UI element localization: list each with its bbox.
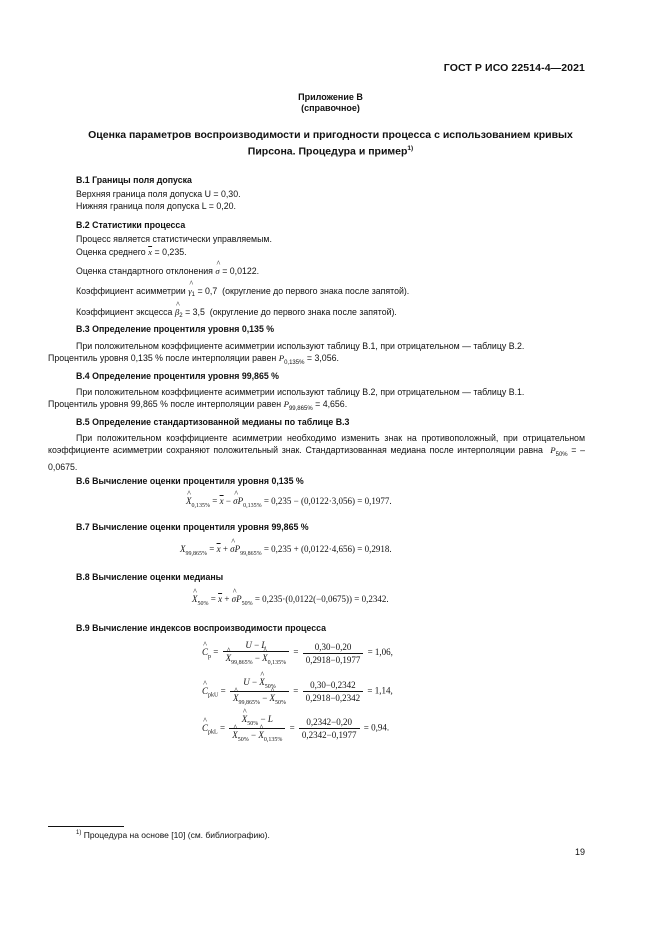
annex-title	[0, 128, 661, 159]
page-number: 19	[574, 847, 585, 857]
section-b3-para: При положительном коэффициенте асимметрии используют таблицу В.1, при отрицательном — таблицу В.2.	[76, 341, 525, 351]
mean-estimate: Оценка среднего $\overline{x} = 0,235$.	[76, 247, 187, 257]
lower-limit-text: Нижняя граница поля допуска L = 0,20.	[76, 201, 236, 211]
section-b5-heading: В.5 Определение стандартизованной медианы по таблице В.3	[76, 417, 350, 427]
section-b9-heading: В.9 Вычисление индексов воспроизводимости процесса	[76, 623, 326, 633]
formula-cpkl: ^ $C_{pkL}$ = ^ $X_{50\%} - L$ ^ $X_{50\%}$ − ^ $X_{0,135\%}$ = $\frac{0,2342-0,20}{0,2342-0,1977}$ = 0,94.	[202, 714, 389, 743]
process-stat-text: Процесс является статистически управляемым.	[76, 234, 272, 244]
formula-x50: ^ $X_{50\%} = \overline{x}$ + ^ $\sigma P_{50\%} = 0,235\cdot(0,0122(-0,0675)) = 0,2342$.	[192, 594, 389, 607]
upper-limit-text: Верхняя граница поля допуска U = 0,30.	[76, 189, 241, 199]
section-b5-para: При положительном коэффициенте асимметрии необходимо изменить знак на противоположный, при отрицательном коэффициенте асимметрии сохраняют положительный знак. Стандартизованная медиана после интерполяции равна $P_{50\%} = -0,0675$.	[48, 433, 585, 472]
annex-label: Приложение В	[298, 92, 363, 102]
footnote-divider	[48, 826, 124, 827]
section-b3-heading: В.3 Определение процентиля уровня 0,135 %	[76, 324, 275, 334]
section-b2-heading: В.2 Статистики процесса	[76, 220, 186, 230]
title-text: Оценка параметров воспроизводимости и пригодности процесса с использованием кривых Пирсона. Процедура и пример	[88, 129, 573, 158]
percentile-99865: Процентиль уровня 99,865 % после интерполяции равен $P_{99,865\%} = 4,656$.	[48, 399, 348, 412]
formula-x0135: ^ $X_{0,135\%} = \overline{x}$ − ^ $\sigma P_{0,135\%} = 0,235 - (0,0122\cdot 3,056) = 0,1977$.	[186, 496, 392, 509]
kurtosis-estimate: Коэффициент эксцесса ^ $\beta_2 = 3,5$ (округление до первого знака после запятой).	[76, 306, 397, 322]
standard-header: ГОСТ Р ИСО 22514-4—2021	[443, 62, 585, 74]
percentile-0135: Процентиль уровня 0,135 % после интерполяции равен $P_{0,135\%} = 3,056$.	[48, 353, 339, 366]
section-b7-heading: В.7 Вычисление оценки процентиля уровня 99,865 %	[76, 522, 309, 532]
formula-cpku: ^ $C_{pkU}$ = U − ^ $X_{50\%}$ ^ $X_{99,865\%}$ − ^ $X_{50\%}$ = $\frac{0,30-0,2342}{0,2918-0,2342}$ = 1,14,	[202, 677, 393, 706]
annex-type: (справочное)	[301, 103, 360, 113]
std-estimate: Оценка стандартного отклонения ^ σ = 0,0122.	[76, 265, 259, 277]
footnote: $^{1)}$ Процедура на основе [10] (см. библиографию).	[76, 830, 270, 840]
formula-cp: ^ $C_p$ = U − L ^ $X_{99,865\%}$ − ^ $X_{0,135\%}$ = $\frac{0,30-0,20}{0,2918-0,1977}$ = 1,06,	[202, 640, 393, 666]
section-b6-heading: В.6 Вычисление оценки процентиля уровня 0,135 %	[76, 476, 304, 486]
section-b4-heading: В.4 Определение процентиля уровня 99,865 %	[76, 371, 280, 381]
section-b1-heading: В.1 Границы поля допуска	[76, 175, 192, 185]
skewness-estimate: Коэффициент асимметрии ^ $\gamma_1 = 0,7$ (округление до первого знака после запятой).	[76, 285, 409, 301]
section-b4-para: При положительном коэффициенте асимметрии используют таблицу В.2, при отрицательном — таблицу В.1.	[76, 387, 525, 397]
section-b8-heading: В.8 Вычисление оценки медианы	[76, 572, 224, 582]
formula-x99865: $X_{99,865\%} = \overline{x}$ + ^ $\sigma P_{99,865\%} = 0,235 + (0,0122\cdot 4,656) = 0,2918$.	[180, 544, 392, 557]
title-footnote-mark: 1)	[407, 145, 414, 152]
